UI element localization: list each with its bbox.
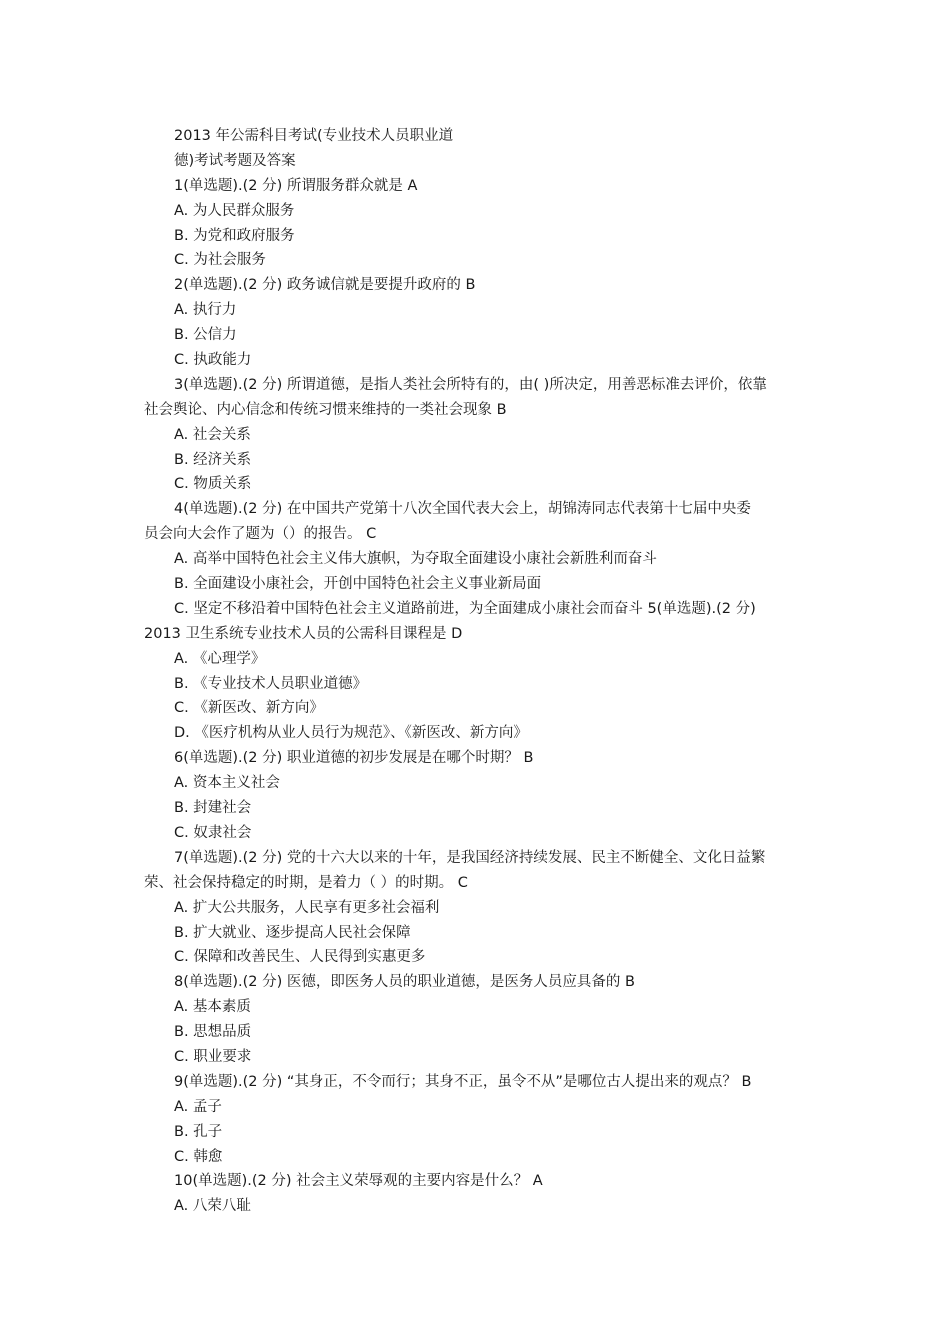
text-line: 2013 卫生系统专业技术人员的公需科目课程是 D <box>144 625 463 642</box>
text-line: A. 为人民群众服务 <box>174 202 295 219</box>
text-line: C. 物质关系 <box>174 476 252 493</box>
text-line: 4(单选题).(2 分) 在中国共产党第十八次全国代表大会上，胡锦涛同志代表第十七届中央委 <box>174 501 751 518</box>
text-line: 7(单选题).(2 分) 党的十六大以来的十年，是我国经济持续发展、民主不断健全、文化日益繁 <box>174 849 766 866</box>
text-line: B. 封建社会 <box>174 800 252 817</box>
text-line: 9(单选题).(2 分) “其身正，不令而行；其身不正，虽令不从”是哪位古人提出来的观点？ B <box>174 1073 752 1090</box>
text-line: B. 经济关系 <box>174 451 252 468</box>
text-line: 荣、社会保持稳定的时期，是着力（ ）的时期。 C <box>144 874 468 891</box>
text-line: 2013 年公需科目考试(专业技术人员职业道 <box>174 128 454 144</box>
text-line: 8(单选题).(2 分) 医德，即医务人员的职业道德，是医务人员应具备的 B <box>174 974 635 991</box>
text-line: A. 八荣八耻 <box>174 1198 251 1215</box>
text-line: C. 为社会服务 <box>174 252 266 269</box>
text-line: C. 奴隶社会 <box>174 824 252 841</box>
text-line: C. 《新医改、新方向》 <box>174 700 324 717</box>
text-line: A. 资本主义社会 <box>174 775 280 792</box>
text-line: C. 职业要求 <box>174 1048 252 1065</box>
text-line: 德)考试考题及答案 <box>174 152 296 169</box>
text-line: 1(单选题).(2 分) 所谓服务群众就是 A <box>174 177 418 194</box>
text-line: A. 基本素质 <box>174 999 251 1016</box>
text-line: B. 扩大就业、逐步提高人民社会保障 <box>174 924 411 941</box>
text-line: C. 坚定不移沿着中国特色社会主义道路前进，为全面建成小康社会而奋斗 5(单选题).(2 分) <box>174 600 756 617</box>
text-line: B. 孔子 <box>174 1123 223 1140</box>
text-line: B. 思想品质 <box>174 1024 252 1041</box>
text-line: 2(单选题).(2 分) 政务诚信就是要提升政府的 B <box>174 277 476 294</box>
text-line: B. 《专业技术人员职业道德》 <box>174 675 368 692</box>
text-line: 社会舆论、内心信念和传统习惯来维持的一类社会现象 B <box>144 401 507 418</box>
text-line: B. 公信力 <box>174 327 237 344</box>
text-line: A. 《心理学》 <box>174 650 266 667</box>
text-line: C. 保障和改善民生、人民得到实惠更多 <box>174 949 426 966</box>
text-line: 10(单选题).(2 分) 社会主义荣辱观的主要内容是什么？ A <box>174 1173 543 1190</box>
text-line: 3(单选题).(2 分) 所谓道德，是指人类社会所特有的，由( )所决定，用善恶标准去评价，依靠 <box>174 376 767 393</box>
text-line: B. 全面建设小康社会，开创中国特色社会主义事业新局面 <box>174 576 542 593</box>
text-line: 员会向大会作了题为（）的报告。 C <box>144 526 377 543</box>
text-line: D. 《医疗机构从业人员行为规范》、《新医改、新方向》 <box>174 725 528 742</box>
text-line: C. 执政能力 <box>174 352 252 369</box>
text-line: C. 韩愈 <box>174 1148 223 1165</box>
text-line: 6(单选题).(2 分) 职业道德的初步发展是在哪个时期？ B <box>174 750 534 767</box>
text-line: B. 为党和政府服务 <box>174 227 295 244</box>
text-line: A. 执行力 <box>174 302 237 319</box>
text-line: A. 扩大公共服务，人民享有更多社会福利 <box>174 899 440 916</box>
text-line: A. 社会关系 <box>174 426 251 443</box>
document-body <box>144 124 810 1219</box>
text-line: A. 高举中国特色社会主义伟大旗帜，为夺取全面建设小康社会新胜利而奋斗 <box>174 551 657 568</box>
text-line: A. 孟子 <box>174 1098 222 1115</box>
